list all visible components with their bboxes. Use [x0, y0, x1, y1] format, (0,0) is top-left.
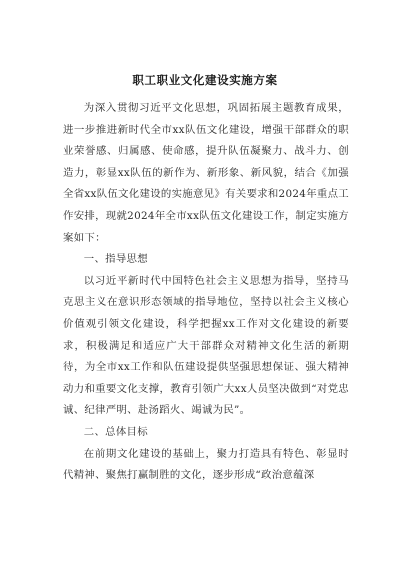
document-body	[63, 98, 349, 487]
guiding-ideology-paragraph: 以习近平新时代中国特色社会主义思想为指导，坚持马克思主义在意识形态领域的指导地位，坚持以社会主义核心价值观引领文化建设，科学把握xx工作对文化建设的新要求，积极满足和适应广大干部群众对精神文化生活的新期待，为全市xx工作和队伍建设提供坚强思想保证、强大精神动力和重要文化支撑，教育引领广大xx人员坚决做到“对党忠诚、纪律严明、赴汤蹈火、竭诚为民”。	[63, 274, 349, 417]
document-title: 职工职业文化建设实施方案	[132, 73, 278, 87]
overall-goals-paragraph: 在前期文化建设的基础上，聚力打造具有特色、彰显时代精神、聚焦打赢制胜的文化，逐步形成“政治意蕴深	[63, 447, 349, 482]
intro-paragraph: 为深入贯彻习近平文化思想，巩固拓展主题教育成果，进一步推进新时代全市xx队伍文化建设，增强干部群众的职业荣誉感、归属感、使命感，提升队伍凝聚力、战斗力、创造力，彰显xx队伍的新作为、新形象、新风貌，结合《加强全省xx队伍文化建设的实施意见》有关要求和2024年重点工作安排，现就2024年全市xx队伍文化建设工作，制定实施方案如下：	[63, 102, 349, 244]
section-heading-overall-goals: 二、总体目标	[83, 425, 148, 438]
section-heading-guiding-ideology: 一、指导思想	[83, 253, 148, 266]
